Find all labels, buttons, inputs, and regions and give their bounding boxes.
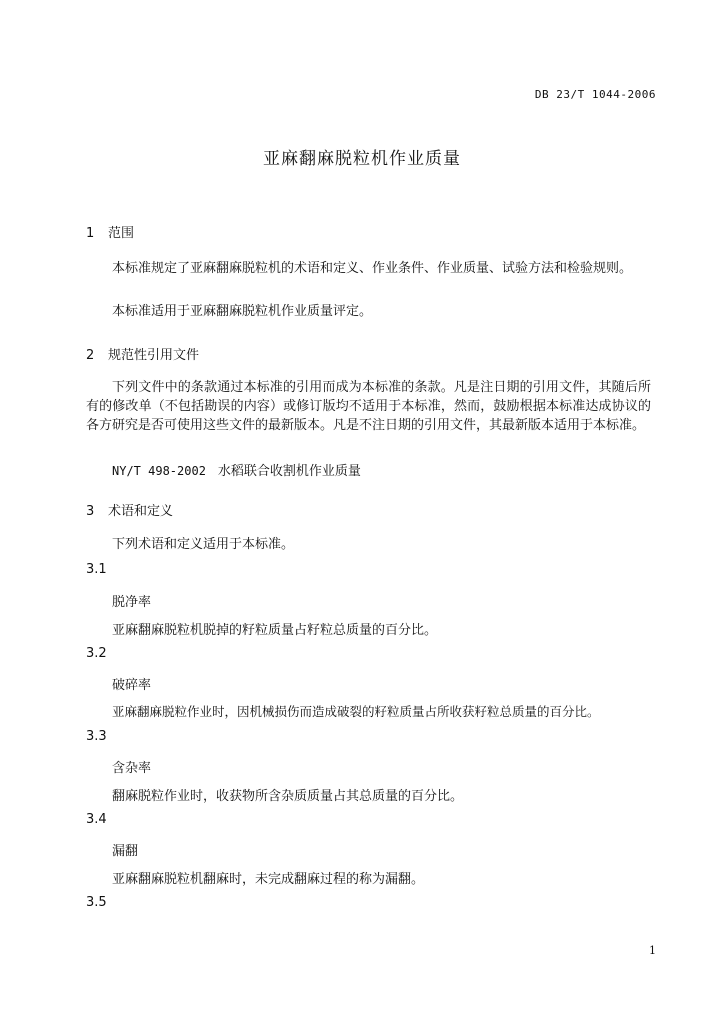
- section-number: 1: [86, 226, 95, 241]
- clause-number: 3.2: [86, 646, 107, 661]
- paragraph: 下列文件中的条款通过本标准的引用而成为本标准的条款。凡是注日期的引用文件，其随后所有的修改单（不包括勘误的内容）或修订版均不适用于本标准，然而，鼓励根据本标准达成协议的各方研究是否可使用这些文件的最新版本。凡是不注日期的引用文件，其最新版本适用于本标准。: [86, 380, 651, 433]
- section-heading-terms: [86, 500, 173, 519]
- term-definition: 亚麻翻麻脱粒机翻麻时，未完成翻麻过程的称为漏翻。: [112, 872, 425, 887]
- term-definition: 亚麻翻麻脱粒作业时，因机械损伤而造成破裂的籽粒质量占所收获籽粒总质量的百分比。: [112, 704, 600, 719]
- clause-number: 3.4: [86, 812, 107, 827]
- section-title: 规范性引用文件: [108, 348, 200, 363]
- document-code: DB 23/T 1044-2006: [534, 88, 656, 101]
- document-title: 亚麻翻麻脱粒机作业质量: [263, 149, 461, 169]
- paragraph: 本标准规定了亚麻翻麻脱粒机的术语和定义、作业条件、作业质量、试验方法和检验规则。: [112, 261, 633, 276]
- section-title: 术语和定义: [108, 504, 174, 519]
- term-name: 含杂率: [112, 761, 152, 776]
- clause-number: 3.1: [86, 562, 107, 577]
- section-title: 范围: [108, 226, 135, 241]
- clause-number: 3.3: [86, 729, 107, 744]
- term-name: 破碎率: [112, 678, 152, 693]
- section-heading-scope: [86, 222, 134, 241]
- term-name: 脱净率: [112, 595, 152, 610]
- section-number: 2: [86, 348, 95, 363]
- term-name: 漏翻: [112, 844, 139, 859]
- paragraph: 下列术语和定义适用于本标准。: [112, 537, 295, 552]
- term-definition: 翻麻脱粒作业时，收获物所含杂质质量占其总质量的百分比。: [112, 789, 464, 804]
- paragraph: 本标准适用于亚麻翻麻脱粒机作业质量评定。: [112, 304, 373, 319]
- section-heading-normative-references: [86, 344, 199, 363]
- reference-entry: [112, 460, 361, 479]
- section-number: 3: [86, 504, 95, 519]
- reference-title: 水稻联合收割机作业质量: [217, 464, 361, 479]
- page-number: 1: [649, 944, 656, 957]
- clause-number: 3.5: [86, 895, 107, 910]
- term-definition: 亚麻翻麻脱粒机脱掉的籽粒质量占籽粒总质量的百分比。: [112, 623, 438, 638]
- reference-code: NY/T 498-2002: [112, 464, 206, 478]
